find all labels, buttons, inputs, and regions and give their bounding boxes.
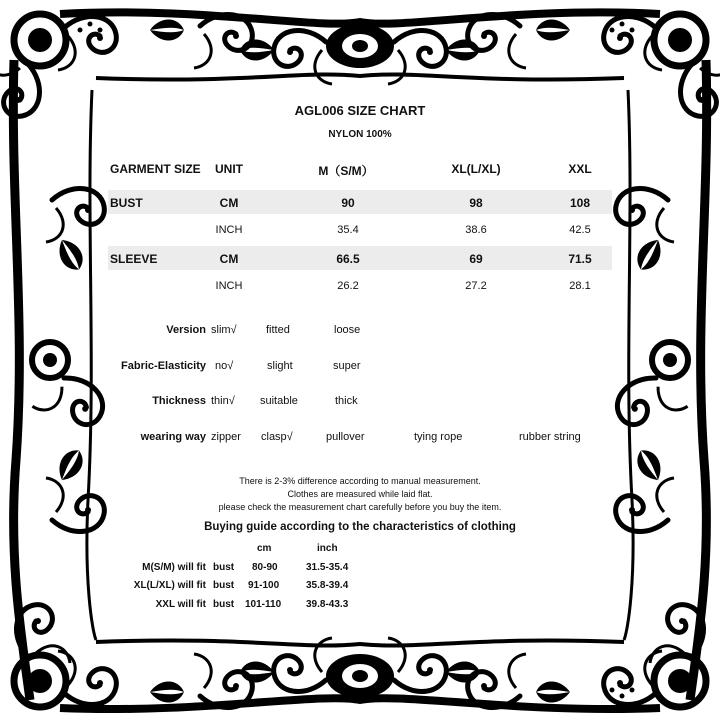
- chart-title: AGL006 SIZE CHART: [294, 103, 426, 118]
- guide-part: bust: [213, 562, 235, 573]
- guide-cm: 80-90: [252, 562, 278, 573]
- header-size-m: M（S/M）: [318, 164, 374, 178]
- cell-xl: 98: [469, 196, 483, 210]
- thickness-option: suitable: [260, 395, 298, 407]
- guide-inch: 35.8-39.4: [306, 580, 349, 591]
- wearing-way-option: clasp√: [261, 431, 293, 443]
- guide-cm: 91-100: [248, 580, 280, 591]
- table-row: [108, 190, 612, 214]
- guide-fit: XXL will fit: [155, 599, 206, 610]
- guide-col-cm: cm: [257, 543, 272, 554]
- guide-part: bust: [213, 580, 235, 591]
- version-option: loose: [334, 324, 361, 336]
- row-unit: INCH: [215, 280, 243, 292]
- row-unit: INCH: [215, 224, 243, 236]
- guide-cm: 101-110: [245, 599, 282, 610]
- table-header-row: [108, 156, 612, 180]
- material-label: NYLON 100%: [328, 129, 392, 140]
- wearing-way-option: zipper: [211, 431, 241, 443]
- elasticity-option: slight: [267, 360, 293, 372]
- elasticity-option: no√: [215, 360, 234, 372]
- cell-xxl: 28.1: [569, 280, 591, 292]
- note-line: Clothes are measured while laid flat.: [287, 489, 433, 499]
- thickness-label: Thickness: [152, 395, 206, 407]
- wearing-way-option: pullover: [326, 431, 365, 443]
- version-option: fitted: [266, 324, 290, 336]
- guide-part: bust: [213, 599, 235, 610]
- cell-xl: 69: [469, 252, 483, 266]
- header-size-xxl: XXL: [568, 162, 592, 176]
- table-row: [108, 274, 612, 298]
- thickness-option: thin√: [211, 395, 235, 407]
- cell-xxl: 108: [569, 196, 591, 210]
- header-size-xl: XL(L/XL): [451, 162, 501, 176]
- cell-m: 35.4: [337, 224, 359, 236]
- table-row: [108, 246, 612, 270]
- header-unit: UNIT: [215, 162, 243, 176]
- cell-m: 66.5: [336, 252, 360, 266]
- thickness-option: thick: [335, 395, 358, 407]
- guide-col-inch: inch: [317, 543, 338, 554]
- header-garment-size: GARMENT SIZE: [110, 162, 201, 176]
- cell-m: 26.2: [337, 280, 359, 292]
- guide-fit: XL(L/XL) will fit: [133, 580, 206, 591]
- row-unit: CM: [219, 252, 239, 266]
- note-line: There is 2-3% difference according to manual measurement.: [239, 476, 481, 486]
- table-row: [108, 218, 612, 242]
- note-line: please check the measurement chart carefully before you buy the item.: [218, 502, 502, 512]
- version-label: Version: [166, 324, 206, 336]
- wearing-way-option: tying rope: [414, 431, 463, 443]
- wearing-way-option: rubber string: [519, 431, 581, 443]
- guide-inch: 31.5-35.4: [306, 562, 349, 573]
- elasticity-option: super: [333, 360, 361, 372]
- wearing-way-label: wearing way: [140, 431, 206, 443]
- cell-xxl: 42.5: [569, 224, 591, 236]
- buying-guide-title: Buying guide according to the characteristics of clothing: [204, 521, 516, 533]
- guide-fit: M(S/M) will fit: [142, 562, 206, 573]
- version-option: slim√: [211, 324, 237, 336]
- elasticity-label: Fabric-Elasticity: [121, 360, 206, 372]
- row-label: SLEEVE: [110, 252, 158, 266]
- row-unit: CM: [219, 196, 239, 210]
- cell-xl: 27.2: [465, 280, 487, 292]
- cell-xl: 38.6: [465, 224, 487, 236]
- cell-xxl: 71.5: [568, 252, 592, 266]
- row-label: BUST: [110, 196, 143, 210]
- cell-m: 90: [341, 196, 355, 210]
- guide-inch: 39.8-43.3: [306, 599, 349, 610]
